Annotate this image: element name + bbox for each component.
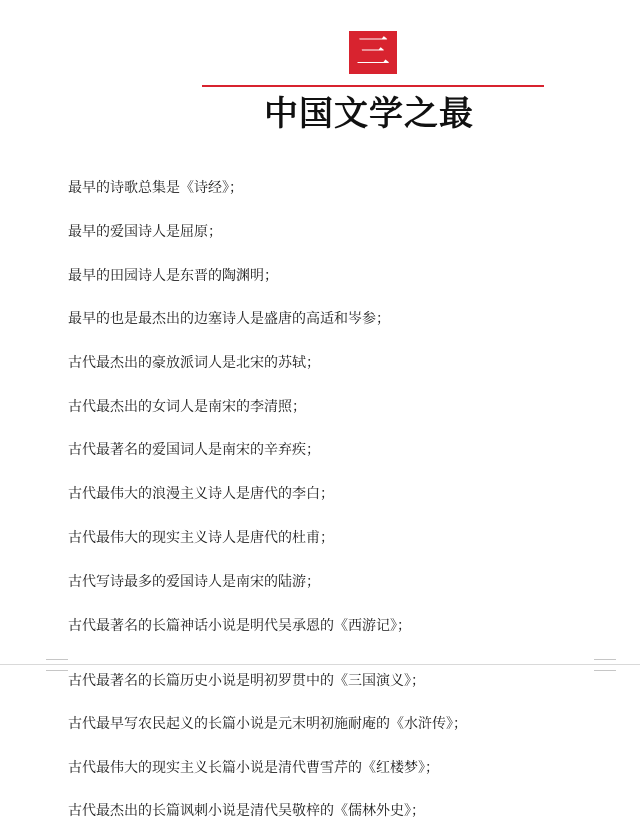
list-item: 最早的爱国诗人是屈原；: [68, 224, 222, 240]
page-title: 中国文学之最: [264, 94, 474, 134]
list-item: 古代最杰出的女词人是南宋的李清照；: [68, 399, 306, 415]
list-item: 古代最早写农民起义的长篇小说是元末明初施耐庵的《水浒传》；: [68, 716, 467, 732]
header-divider: [202, 85, 544, 87]
list-item: 古代最著名的爱国词人是南宋的辛弃疾；: [68, 442, 320, 458]
list-item: 古代最杰出的长篇讽刺小说是清代吴敬梓的《儒林外史》；: [68, 803, 425, 819]
list-item: 最早的田园诗人是东晋的陶渊明；: [68, 268, 278, 284]
list-item: 古代最伟大的现实主义长篇小说是清代曹雪芹的《红楼梦》；: [68, 760, 439, 776]
page-corner-mark-right: [594, 659, 616, 671]
list-item: 古代最著名的长篇历史小说是明初罗贯中的《三国演义》；: [68, 673, 425, 689]
section-number-badge: 三: [349, 31, 397, 74]
list-item: 最早的也是最杰出的边塞诗人是盛唐的高适和岑参；: [68, 311, 390, 327]
list-item: 古代最伟大的现实主义诗人是唐代的杜甫；: [68, 530, 334, 546]
list-item: 古代写诗最多的爱国诗人是南宋的陆游；: [68, 574, 320, 590]
list-item: 古代最杰出的豪放派词人是北宋的苏轼；: [68, 355, 320, 371]
page-corner-mark-left: [46, 659, 68, 671]
list-item: 最早的诗歌总集是《诗经》；: [68, 180, 243, 196]
list-item: 古代最著名的长篇神话小说是明代吴承恩的《西游记》；: [68, 618, 411, 634]
page-break-line: [0, 664, 640, 665]
list-item: 古代最伟大的浪漫主义诗人是唐代的李白；: [68, 486, 334, 502]
